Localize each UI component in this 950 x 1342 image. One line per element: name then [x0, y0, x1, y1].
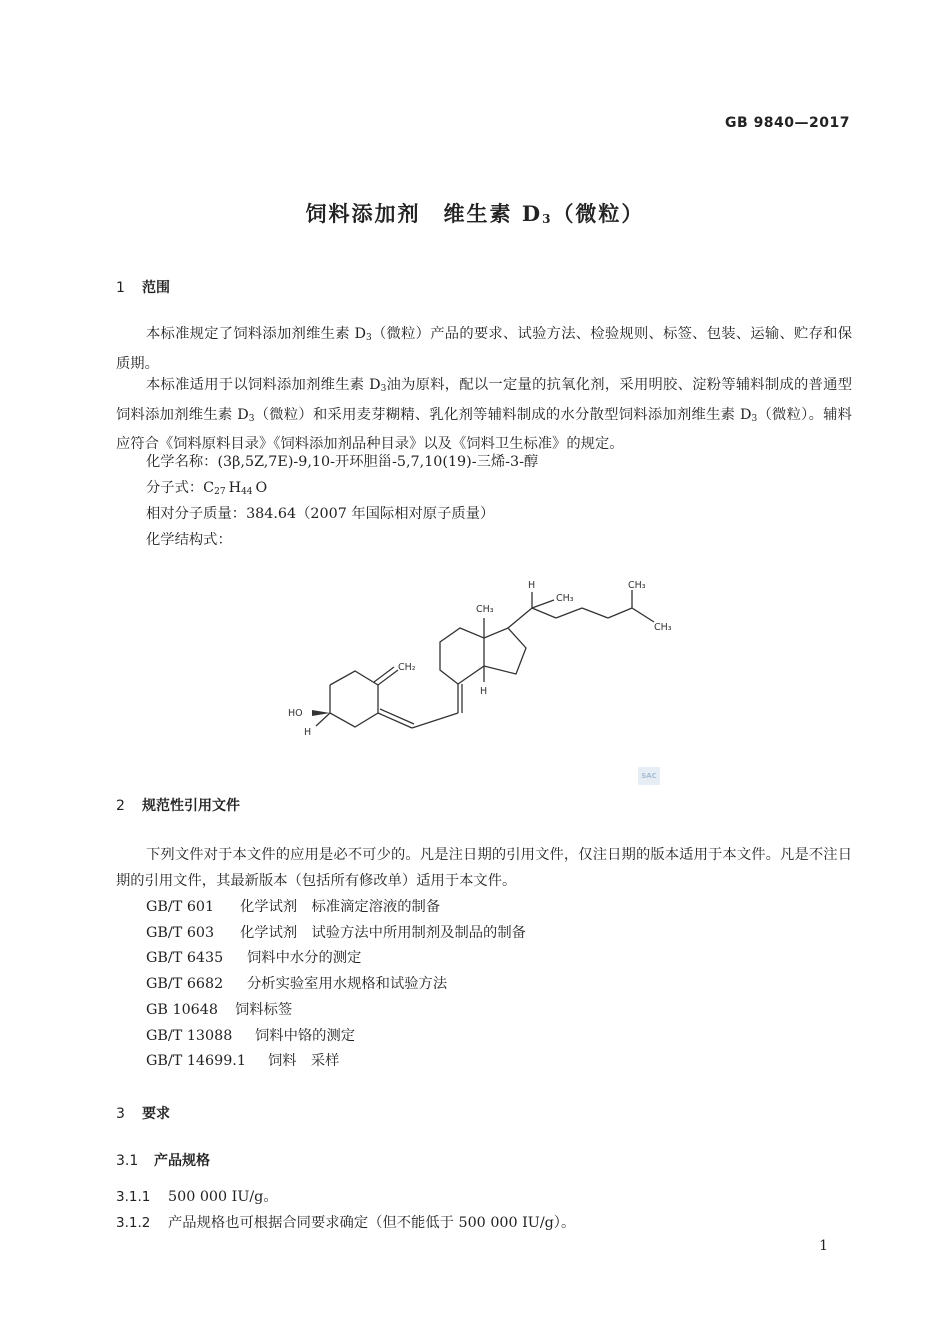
chemical-name: 化学名称：(3β,5Z,7E)-9,10-开环胆甾-5,7,10(19)-三烯-3-醇 [146, 454, 539, 470]
clause-number: 3.1.1 [116, 1189, 151, 1205]
formula-h-count: 44 [241, 487, 253, 497]
p1-text-b: （微粒）产品的要求、试验方法、检验规则、标签、包装、运输、贮存和保质期。 [116, 326, 852, 372]
section-2-heading [116, 795, 240, 815]
reference-title: 化学试剂 试验方法中所用制剂及制品的制备 [240, 925, 526, 941]
section-1-title: 范围 [142, 280, 170, 296]
p1-text-a: 本标准规定了饲料添加剂维生素 D [146, 326, 367, 342]
section-3-1-number: 3.1 [116, 1153, 139, 1169]
label-ch3-c18: CH₃ [476, 604, 494, 615]
reference-code: GB/T 6682 [146, 976, 224, 992]
reference-item [146, 999, 292, 1019]
section-1-paragraph-1 [116, 322, 852, 377]
chemical-structure-diagram [270, 570, 690, 750]
section-2-intro: 下列文件对于本文件的应用是必不可少的。凡是注日期的引用文件，仅注日期的版本适用于本文件。凡是不注日期的引用文件，其最新版本（包括所有修改单）适用于本文件。 [116, 847, 852, 889]
reference-code: GB/T 14699.1 [146, 1053, 246, 1069]
section-2-title: 规范性引用文件 [142, 798, 240, 814]
reference-item [146, 1025, 355, 1045]
reference-item [146, 922, 526, 942]
section-2-number: 2 [116, 798, 125, 814]
reference-title: 饲料标签 [235, 1002, 293, 1018]
reference-title: 饲料 采样 [268, 1053, 340, 1069]
label-h-c3: H [304, 727, 312, 738]
molecular-mass: 相对分子质量：384.64（2007 年国际相对原子质量） [146, 506, 495, 522]
title-tail: （微粒） [552, 201, 645, 226]
reference-title: 饲料中水分的测定 [247, 950, 362, 966]
reference-code: GB/T 6435 [146, 950, 224, 966]
title-main: 饲料添加剂 维生素 D [305, 201, 543, 226]
formula-o: O [255, 480, 268, 496]
p2-text-c: （微粒）和采用麦芽糊精、乳化剂等辅料制成的水分散型饲料添加剂维生素 D [254, 406, 752, 423]
reference-code: GB/T 601 [146, 899, 215, 915]
label-ch3-top: CH₃ [628, 580, 646, 591]
reference-item [146, 973, 447, 993]
formula-label: 分子式：C [146, 480, 215, 496]
section-3-1-title: 产品规格 [154, 1153, 210, 1169]
formula-c-count: 27 [214, 487, 226, 497]
p2-text-b: 油为原料，配以一定量的抗氧化剂，采用明胶、淀粉等辅料制成的普通型饲料添加剂维生素 D [116, 377, 852, 423]
section-1-paragraph-2 [116, 373, 852, 458]
p2-sub-1: 3 [380, 384, 387, 394]
page-title [0, 198, 950, 228]
reference-code: GB/T 13088 [146, 1028, 233, 1044]
clause-3-1-2 [116, 1212, 575, 1232]
structure-label: 化学结构式： [146, 532, 232, 548]
p2-sub-2: 3 [248, 413, 255, 424]
reference-title: 化学试剂 标准滴定溶液的制备 [240, 899, 441, 915]
sac-watermark-logo: SAC [638, 767, 660, 785]
formula-h: H [228, 480, 242, 496]
label-ch2: CH₂ [398, 662, 416, 673]
structure-labels [288, 580, 672, 738]
reference-title: 分析实验室用水规格和试验方法 [247, 976, 448, 992]
reference-item [146, 947, 361, 967]
p2-text-d: （微粒）。辅料应符合《饲料原料目录》《饲料添加剂品种目录》以及《饲料卫生标准》的规定。 [116, 406, 852, 453]
p2-sub-3: 3 [751, 413, 758, 424]
section-3-heading [116, 1103, 170, 1123]
reference-item [146, 896, 440, 916]
label-ch3-end: CH₃ [654, 622, 672, 633]
section-3-number: 3 [116, 1106, 125, 1122]
standard-number: GB 9840—2017 [725, 115, 850, 131]
label-h-c14: H [480, 686, 488, 697]
clause-text: 500 000 IU/g。 [168, 1189, 278, 1205]
page-number: 1 [819, 1238, 828, 1254]
section-3-1-heading [116, 1150, 210, 1170]
clause-number: 3.1.2 [116, 1215, 151, 1231]
label-ho: HO [288, 708, 303, 719]
reference-title: 饲料中铬的测定 [255, 1028, 356, 1044]
clause-3-1-1 [116, 1186, 278, 1206]
p1-sub: 3 [366, 333, 372, 343]
title-subscript: 3 [542, 212, 553, 226]
p2-text-a: 本标准适用于以饲料添加剂维生素 D [146, 377, 381, 393]
section-1-number: 1 [116, 280, 125, 296]
label-ch3-c21: CH₃ [556, 593, 574, 604]
section-1-heading [116, 277, 170, 297]
reference-code: GB 10648 [146, 1002, 218, 1018]
clause-text: 产品规格也可根据合同要求确定（但不能低于 500 000 IU/g）。 [168, 1215, 576, 1231]
label-h-c20: H [528, 580, 536, 591]
section-3-title: 要求 [142, 1106, 170, 1122]
reference-code: GB/T 603 [146, 925, 215, 941]
reference-item [146, 1050, 339, 1070]
